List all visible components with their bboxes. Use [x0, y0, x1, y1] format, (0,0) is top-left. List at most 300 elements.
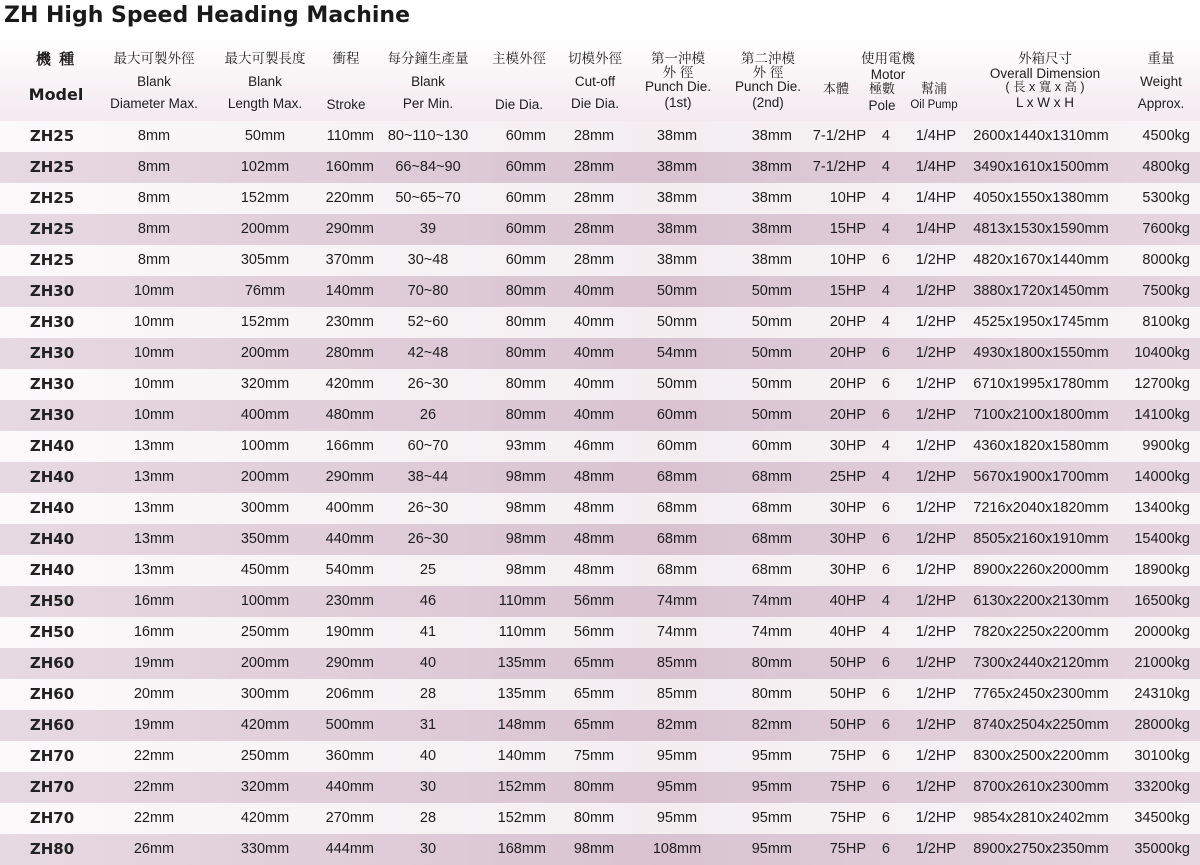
cell-weight: 10400kg — [1134, 345, 1190, 361]
cell-punch-2nd: 50mm — [751, 407, 792, 423]
header-stroke — [318, 37, 374, 121]
cell-die-dia: 93mm — [505, 438, 546, 454]
cell-oil-pump: 1/4HP — [915, 221, 956, 237]
cell-per-min: 38~44 — [407, 469, 449, 485]
cell-die-dia: 152mm — [497, 779, 546, 795]
cell-punch-2nd: 80mm — [751, 655, 792, 671]
cell-punch-2nd: 80mm — [751, 686, 792, 702]
cell-stroke: 220mm — [325, 190, 374, 206]
cell-per-min: 26~30 — [407, 500, 449, 516]
cell-model: ZH60 — [29, 716, 75, 734]
cell-overall-dimension: 8700x2610x2300mm — [973, 779, 1109, 795]
header-blank-length-zh: 最大可製長度 — [224, 51, 306, 66]
cell-blank-length: 250mm — [240, 624, 290, 640]
cell-pole: 4 — [881, 221, 890, 237]
cell-oil-pump: 1/2HP — [915, 779, 956, 795]
cell-punch-2nd: 68mm — [751, 500, 792, 516]
cell-blank-length: 50mm — [244, 128, 286, 144]
table-row — [0, 245, 1200, 276]
cell-motor: 20HP — [829, 314, 866, 330]
cell-stroke: 370mm — [325, 252, 374, 268]
cell-pole: 6 — [881, 531, 890, 547]
cell-overall-dimension: 4050x1550x1380mm — [973, 190, 1109, 206]
cell-blank-length: 450mm — [240, 562, 290, 578]
cell-oil-pump: 1/2HP — [915, 252, 956, 268]
cell-motor: 20HP — [829, 345, 866, 361]
cell-motor: 10HP — [829, 190, 866, 206]
cell-punch-1st: 95mm — [656, 779, 698, 795]
cell-motor: 30HP — [829, 438, 866, 454]
cell-punch-1st: 38mm — [656, 221, 698, 237]
cell-punch-2nd: 50mm — [751, 283, 792, 299]
cell-punch-2nd: 68mm — [751, 531, 792, 547]
header-pole — [860, 37, 904, 121]
header-overall-dimension — [964, 37, 1126, 121]
cell-blank-diameter: 8mm — [137, 159, 171, 175]
cell-cutoff-dia: 65mm — [573, 655, 615, 671]
cell-weight: 20000kg — [1134, 624, 1190, 640]
cell-overall-dimension: 7820x2250x2200mm — [973, 624, 1109, 640]
cell-per-min: 28 — [419, 686, 437, 702]
cell-blank-length: 400mm — [240, 407, 290, 423]
cell-oil-pump: 1/2HP — [915, 686, 956, 702]
cell-blank-length: 100mm — [240, 593, 290, 609]
cell-oil-pump: 1/4HP — [915, 159, 956, 175]
cell-oil-pump: 1/2HP — [915, 531, 956, 547]
table-row — [0, 183, 1200, 214]
cell-overall-dimension: 4360x1820x1580mm — [973, 438, 1109, 454]
spec-table-body — [0, 121, 1200, 865]
cell-blank-diameter: 8mm — [137, 221, 171, 237]
header-overall-zh: 外箱尺寸 — [1018, 51, 1072, 66]
cell-cutoff-dia: 40mm — [573, 345, 615, 361]
cell-weight: 35000kg — [1134, 841, 1190, 857]
cell-stroke: 270mm — [325, 810, 374, 826]
cell-cutoff-dia: 28mm — [573, 221, 615, 237]
cell-pole: 4 — [881, 624, 890, 640]
header-pole-zh: 極數 — [868, 81, 895, 96]
cell-blank-length: 250mm — [240, 748, 290, 764]
cell-punch-1st: 50mm — [656, 283, 698, 299]
cell-stroke: 206mm — [325, 686, 374, 702]
cell-overall-dimension: 4525x1950x1745mm — [973, 314, 1109, 330]
cell-model: ZH60 — [29, 654, 75, 672]
cell-weight: 14100kg — [1134, 407, 1190, 423]
cell-overall-dimension: 3490x1610x1500mm — [973, 159, 1109, 175]
cell-blank-length: 100mm — [240, 438, 290, 454]
cell-die-dia: 152mm — [497, 810, 546, 826]
cell-blank-length: 300mm — [240, 686, 290, 702]
cell-stroke: 440mm — [325, 531, 374, 547]
cell-overall-dimension: 8900x2260x2000mm — [973, 562, 1109, 578]
cell-punch-2nd: 50mm — [751, 345, 792, 361]
cell-model: ZH70 — [29, 747, 75, 765]
cell-pole: 6 — [881, 748, 890, 764]
table-row — [0, 400, 1200, 431]
cell-punch-2nd: 74mm — [751, 593, 792, 609]
cell-per-min: 30 — [419, 779, 437, 795]
cell-punch-1st: 68mm — [656, 562, 698, 578]
cell-weight: 7600kg — [1142, 221, 1190, 237]
cell-pole: 6 — [881, 562, 890, 578]
cell-cutoff-dia: 48mm — [573, 531, 615, 547]
cell-punch-1st: 50mm — [656, 376, 698, 392]
cell-blank-diameter: 10mm — [133, 314, 175, 330]
cell-model: ZH70 — [29, 778, 75, 796]
table-row — [0, 741, 1200, 772]
cell-per-min: 42~48 — [407, 345, 449, 361]
cell-die-dia: 80mm — [505, 345, 546, 361]
cell-cutoff-dia: 28mm — [573, 252, 615, 268]
cell-blank-length: 76mm — [244, 283, 286, 299]
cell-per-min: 50~65~70 — [395, 190, 461, 206]
cell-per-min: 26~30 — [407, 531, 449, 547]
cell-cutoff-dia: 65mm — [573, 686, 615, 702]
table-row — [0, 462, 1200, 493]
header-punch1-zh1: 第一沖模 — [651, 51, 705, 66]
cell-cutoff-dia: 65mm — [573, 717, 615, 733]
cell-cutoff-dia: 48mm — [573, 469, 615, 485]
cell-punch-2nd: 68mm — [751, 562, 792, 578]
cell-punch-1st: 38mm — [656, 159, 698, 175]
cell-blank-diameter: 13mm — [133, 469, 175, 485]
cell-overall-dimension: 9854x2810x2402mm — [973, 810, 1109, 826]
cell-overall-dimension: 2600x1440x1310mm — [973, 128, 1109, 144]
cell-punch-1st: 50mm — [656, 314, 698, 330]
cell-punch-2nd: 50mm — [751, 314, 792, 330]
cell-cutoff-dia: 40mm — [573, 407, 615, 423]
header-blank-diameter-blank: Blank — [137, 73, 171, 89]
cell-blank-diameter: 16mm — [133, 624, 175, 640]
cell-motor: 15HP — [829, 283, 866, 299]
cell-pole: 4 — [881, 283, 890, 299]
cell-per-min: 66~84~90 — [395, 159, 461, 175]
cell-pole: 6 — [881, 500, 890, 516]
cell-die-dia: 80mm — [505, 283, 546, 299]
cell-cutoff-dia: 28mm — [573, 190, 615, 206]
cell-pole: 4 — [881, 314, 890, 330]
cell-cutoff-dia: 40mm — [573, 314, 615, 330]
cell-per-min: 26 — [419, 407, 437, 423]
header-pole-en: Pole — [868, 98, 896, 113]
cell-weight: 21000kg — [1134, 655, 1190, 671]
cell-punch-2nd: 95mm — [751, 779, 792, 795]
table-row — [0, 276, 1200, 307]
header-cutoff-en2: Die Dia. — [570, 96, 619, 111]
header-punch2-2nd: (2nd) — [752, 95, 784, 110]
cell-pole: 6 — [881, 779, 890, 795]
cell-punch-1st: 38mm — [656, 128, 698, 144]
cell-punch-1st: 54mm — [656, 345, 698, 361]
cell-cutoff-dia: 46mm — [573, 438, 615, 454]
cell-motor: 40HP — [829, 624, 866, 640]
cell-stroke: 420mm — [325, 376, 374, 392]
cell-die-dia: 98mm — [505, 531, 546, 547]
cell-overall-dimension: 4930x1800x1550mm — [973, 345, 1109, 361]
cell-model: ZH50 — [29, 592, 75, 610]
cell-punch-2nd: 74mm — [751, 624, 792, 640]
cell-punch-1st: 68mm — [656, 469, 698, 485]
cell-per-min: 25 — [419, 562, 437, 578]
cell-motor: 30HP — [829, 500, 866, 516]
header-blank-length — [212, 37, 318, 121]
cell-per-min: 30 — [419, 841, 437, 857]
cell-motor: 30HP — [829, 562, 866, 578]
table-row — [0, 369, 1200, 400]
cell-blank-length: 300mm — [240, 500, 290, 516]
cell-per-min: 46 — [419, 593, 437, 609]
cell-die-dia: 98mm — [505, 469, 546, 485]
cell-per-min: 28 — [419, 810, 437, 826]
cell-model: ZH40 — [29, 468, 75, 486]
cell-cutoff-dia: 40mm — [573, 376, 615, 392]
table-row — [0, 493, 1200, 524]
cell-weight: 7500kg — [1142, 283, 1190, 299]
cell-blank-diameter: 19mm — [133, 655, 175, 671]
cell-blank-diameter: 22mm — [133, 779, 175, 795]
cell-stroke: 140mm — [325, 283, 374, 299]
cell-stroke: 190mm — [325, 624, 374, 640]
header-blank-diameter-en: Diameter Max. — [110, 96, 198, 111]
cell-motor: 75HP — [829, 748, 866, 764]
cell-blank-length: 305mm — [240, 252, 290, 268]
cell-die-dia: 60mm — [505, 252, 546, 268]
cell-die-dia: 110mm — [498, 624, 546, 640]
header-model-en: Model — [28, 84, 84, 104]
header-punch-1st — [634, 37, 722, 121]
cell-die-dia: 98mm — [505, 562, 546, 578]
cell-overall-dimension: 6130x2200x2130mm — [973, 593, 1109, 609]
cell-overall-dimension: 4820x1670x1440mm — [973, 252, 1109, 268]
cell-weight: 12700kg — [1134, 376, 1190, 392]
cell-pole: 4 — [881, 159, 890, 175]
header-cutoff-die — [556, 37, 634, 121]
cell-blank-length: 200mm — [240, 469, 290, 485]
cell-model: ZH70 — [29, 809, 75, 827]
cell-model: ZH30 — [29, 375, 75, 393]
cell-per-min: 26~30 — [407, 376, 449, 392]
cell-oil-pump: 1/2HP — [915, 562, 956, 578]
cell-model: ZH25 — [29, 189, 75, 207]
cell-blank-diameter: 19mm — [133, 717, 175, 733]
cell-cutoff-dia: 28mm — [573, 128, 615, 144]
table-header — [0, 37, 1200, 121]
cell-cutoff-dia: 48mm — [573, 500, 615, 516]
cell-blank-length: 200mm — [240, 221, 290, 237]
cell-per-min: 52~60 — [407, 314, 449, 330]
cell-punch-1st: 38mm — [656, 190, 698, 206]
cell-pole: 6 — [881, 376, 890, 392]
cell-die-dia: 140mm — [497, 748, 546, 764]
cell-blank-length: 330mm — [240, 841, 290, 857]
cell-punch-2nd: 38mm — [751, 159, 792, 175]
cell-motor: 75HP — [829, 779, 866, 795]
header-motor-body — [814, 37, 858, 121]
cell-cutoff-dia: 56mm — [573, 624, 615, 640]
cell-motor: 30HP — [829, 531, 866, 547]
cell-oil-pump: 1/2HP — [915, 407, 956, 423]
cell-stroke: 480mm — [325, 407, 374, 423]
cell-weight: 15400kg — [1134, 531, 1190, 547]
header-motor-zh: 使用電機 — [861, 51, 915, 66]
cell-cutoff-dia: 48mm — [573, 562, 615, 578]
cell-model: ZH25 — [29, 220, 75, 238]
cell-punch-2nd: 38mm — [751, 252, 792, 268]
cell-weight: 9900kg — [1142, 438, 1190, 454]
cell-overall-dimension: 8300x2500x2200mm — [973, 748, 1109, 764]
cell-die-dia: 80mm — [505, 314, 546, 330]
cell-pole: 6 — [881, 407, 890, 423]
cell-weight: 33200kg — [1134, 779, 1190, 795]
header-model — [16, 37, 96, 121]
cell-weight: 14000kg — [1134, 469, 1190, 485]
header-blank-diameter-zh: 最大可製外徑 — [113, 51, 195, 66]
cell-model: ZH30 — [29, 344, 75, 362]
cell-stroke: 290mm — [325, 655, 374, 671]
cell-motor: 25HP — [829, 469, 866, 485]
cell-model: ZH25 — [29, 127, 75, 145]
cell-blank-length: 152mm — [240, 190, 290, 206]
cell-pole: 6 — [881, 686, 890, 702]
cell-punch-2nd: 95mm — [751, 841, 792, 857]
cell-die-dia: 60mm — [505, 159, 546, 175]
cell-model: ZH40 — [29, 499, 75, 517]
header-per-min-en: Per Min. — [402, 96, 454, 111]
cell-motor: 75HP — [829, 810, 866, 826]
cell-weight: 8100kg — [1142, 314, 1190, 330]
header-weight-approx: Approx. — [1137, 96, 1185, 111]
cell-overall-dimension: 5670x1900x1700mm — [973, 469, 1109, 485]
cell-blank-diameter: 10mm — [133, 283, 175, 299]
cell-die-dia: 80mm — [505, 407, 546, 423]
cell-model: ZH40 — [29, 530, 75, 548]
header-per-min-zh: 每分鐘生產量 — [387, 51, 469, 66]
cell-overall-dimension: 8900x2750x2350mm — [973, 841, 1109, 857]
cell-cutoff-dia: 75mm — [573, 748, 615, 764]
cell-blank-diameter: 13mm — [133, 438, 175, 454]
cell-stroke: 440mm — [325, 779, 374, 795]
cell-per-min: 31 — [419, 717, 437, 733]
table-row — [0, 524, 1200, 555]
cell-motor: 75HP — [829, 841, 866, 857]
header-overall-lwh: L x W x H — [1015, 94, 1074, 110]
cell-motor: 50HP — [829, 686, 866, 702]
cell-model: ZH40 — [29, 437, 75, 455]
cell-blank-diameter: 26mm — [133, 841, 175, 857]
cell-pole: 4 — [881, 438, 890, 454]
table-row — [0, 338, 1200, 369]
cell-die-dia: 60mm — [505, 128, 546, 144]
header-punch2-zh2: 外 徑 — [752, 65, 784, 80]
cell-motor: 15HP — [829, 221, 866, 237]
header-weight — [1126, 37, 1196, 121]
cell-overall-dimension: 3880x1720x1450mm — [973, 283, 1109, 299]
cell-blank-diameter: 16mm — [133, 593, 175, 609]
cell-motor: 20HP — [829, 407, 866, 423]
cell-punch-1st: 95mm — [656, 748, 698, 764]
cell-oil-pump: 1/2HP — [915, 283, 956, 299]
header-blank-length-en: Length Max. — [227, 96, 303, 111]
cell-overall-dimension: 7300x2440x2120mm — [973, 655, 1109, 671]
cell-oil-pump: 1/2HP — [915, 624, 956, 640]
cell-model: ZH30 — [29, 406, 75, 424]
cell-weight: 28000kg — [1134, 717, 1190, 733]
cell-stroke: 230mm — [325, 593, 374, 609]
cell-oil-pump: 1/2HP — [915, 469, 956, 485]
table-row — [0, 648, 1200, 679]
header-punch1-en: Punch Die. — [644, 79, 712, 94]
cell-stroke: 280mm — [325, 345, 374, 361]
cell-blank-diameter: 8mm — [137, 252, 171, 268]
cell-punch-2nd: 82mm — [751, 717, 792, 733]
cell-model: ZH30 — [29, 313, 75, 331]
cell-cutoff-dia: 28mm — [573, 159, 615, 175]
cell-die-dia: 148mm — [497, 717, 546, 733]
cell-per-min: 40 — [419, 748, 437, 764]
cell-overall-dimension: 6710x1995x1780mm — [973, 376, 1109, 392]
cell-pole: 4 — [881, 469, 890, 485]
cell-per-min: 40 — [419, 655, 437, 671]
cell-blank-length: 152mm — [240, 314, 290, 330]
header-pump-zh: 幫浦 — [920, 81, 947, 96]
header-die-dia-en: Die Dia. — [494, 96, 543, 112]
cell-punch-1st: 82mm — [656, 717, 698, 733]
cell-motor: 7-1/2HP — [812, 128, 866, 144]
cell-weight: 34500kg — [1134, 810, 1190, 826]
cell-pole: 6 — [881, 345, 890, 361]
cell-stroke: 290mm — [325, 221, 374, 237]
cell-cutoff-dia: 56mm — [573, 593, 615, 609]
cell-die-dia: 110mm — [498, 593, 546, 609]
cell-overall-dimension: 4813x1530x1590mm — [973, 221, 1109, 237]
cell-punch-2nd: 68mm — [751, 469, 792, 485]
cell-blank-diameter: 10mm — [133, 407, 175, 423]
cell-punch-1st: 68mm — [656, 500, 698, 516]
cell-overall-dimension: 7216x2040x1820mm — [973, 500, 1109, 516]
cell-punch-1st: 68mm — [656, 531, 698, 547]
table-row — [0, 214, 1200, 245]
cell-blank-diameter: 8mm — [137, 128, 171, 144]
table-row — [0, 617, 1200, 648]
header-stroke-zh: 衝程 — [332, 51, 360, 66]
cell-oil-pump: 1/2HP — [915, 345, 956, 361]
cell-blank-diameter: 20mm — [133, 686, 175, 702]
cell-oil-pump: 1/2HP — [915, 593, 956, 609]
cell-die-dia: 98mm — [505, 500, 546, 516]
cell-motor: 50HP — [829, 717, 866, 733]
cell-punch-2nd: 50mm — [751, 376, 792, 392]
cell-blank-length: 420mm — [240, 717, 290, 733]
table-row — [0, 710, 1200, 741]
table-row — [0, 679, 1200, 710]
cell-die-dia: 135mm — [497, 686, 546, 702]
cell-blank-length: 350mm — [240, 531, 290, 547]
cell-cutoff-dia: 40mm — [573, 283, 615, 299]
header-per-min-blank: Blank — [411, 73, 445, 89]
cell-punch-1st: 85mm — [656, 686, 698, 702]
cell-oil-pump: 1/4HP — [915, 128, 956, 144]
cell-motor: 50HP — [829, 655, 866, 671]
cell-oil-pump: 1/2HP — [915, 376, 956, 392]
cell-pole: 4 — [881, 593, 890, 609]
cell-motor: 40HP — [829, 593, 866, 609]
page-title: ZH High Speed Heading Machine — [4, 3, 410, 28]
cell-blank-diameter: 10mm — [133, 345, 175, 361]
header-weight-en: Weight — [1140, 73, 1182, 89]
table-row — [0, 586, 1200, 617]
cell-blank-diameter: 13mm — [133, 500, 175, 516]
cell-blank-length: 320mm — [240, 376, 290, 392]
